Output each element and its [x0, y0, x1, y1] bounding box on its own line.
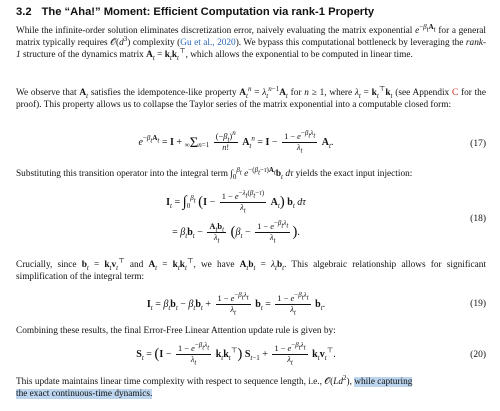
- highlighted-text[interactable]: while capturing: [354, 377, 413, 387]
- paragraph-simplification: Crucially, since $b_t = k_tv_t^⊤$ and $A_t = k_tk_t^⊤$, we have $A_tb_t = \lambda_tb_t$. This algebraic relationship allows for significant simplification of the integral term:: [16, 256, 486, 283]
- section-number: 3.2: [16, 6, 32, 18]
- equation-number: (20): [470, 350, 486, 360]
- text: (see: [395, 88, 411, 98]
- text: and: [129, 260, 144, 270]
- equation-number: (17): [470, 139, 486, 149]
- text: for: [290, 88, 302, 98]
- text: yields the exact input injection:: [295, 169, 413, 179]
- paragraph-conclusion: This update maintains linear time complexity with respect to sequence length, i.e., 𝒪(Ld$^2$), while capturing the exact continuous-time dynamics.: [16, 373, 413, 400]
- paragraph-combining: [16, 325, 486, 337]
- text: Crucially, since: [16, 260, 77, 270]
- text: ). We bypass this computational: [235, 38, 355, 49]
- text: , which allows the exponential: [185, 50, 299, 61]
- equation-number: (18): [470, 214, 486, 224]
- equation-19: $I_t = \beta_tb_t - \beta_tb_t$ + $\frac{1 - e^{-\beta_t\lambda_t}}{\lambda_t}$ $b_t$ = $\frac{1 - e^{-\beta_t\lambda_t}}{\lambda_t}$ $b_t$. (19): [146, 291, 486, 317]
- text: for the proof). This property allows us to collapse the Taylor series of the matrix exponential: [16, 88, 486, 111]
- text: Appendix: [412, 88, 450, 98]
- text: to be computed in linear time.: [301, 50, 413, 61]
- section-title: The “Aha!” Moment: Efficient Computation via rank-1 Property: [41, 6, 375, 18]
- text: structure of the dynamics matrix: [22, 50, 144, 61]
- citation-link[interactable]: Gu et al., 2020: [180, 38, 236, 49]
- section-heading: [16, 6, 374, 18]
- text: Combining these results, the final Error-Free Linear Attention update rule is given by:: [16, 326, 336, 336]
- text: significant simplification of the integral term:: [16, 260, 486, 283]
- text: bottleneck by leveraging the: [357, 38, 464, 49]
- text: This update maintains linear time complexity with respect to sequence length, i.e.,: [16, 377, 322, 387]
- paragraph-substitution: Substituting this transition operator into the integral term $\int_0^{\beta_t}$ $e^{-(\beta_t-\tau)A_t}b_t$ dτ yields the exact input injection:: [16, 165, 413, 181]
- emphasis: rank-1: [16, 38, 487, 61]
- text: While the infinite-order solution eliminates discretization error, naively evaluating the matrix exponential: [16, 26, 413, 36]
- text: . This algebraic relationship allows for: [284, 260, 442, 270]
- text: for a general matrix typically requires: [16, 26, 486, 49]
- equation-18: $I_t = \int_0^{\beta_t}$ (I − $\frac{1 - e^{-\lambda_t(\beta_t-\tau)}}{\lambda_t}$ $A_t$) $b_t$ dτ = $\beta_tb_t$ − $\frac{A_tb_t}{\lambda_t}$ ($\beta_t$ − $\frac{1 - e^{-\beta_t\lambda_t}}{\lambda_t}$ ). (18): [166, 189, 486, 245]
- text: , where: [324, 88, 353, 98]
- highlighted-text[interactable]: the exact continuous-time dynamics.: [16, 389, 153, 400]
- equation-20: $S_t = (I$ − $\frac{1 - e^{-\beta_t\lambda_t}}{\lambda_t}$ $k_tk_t^⊤$) $S_{t-1}$ + $\frac{1 - e^{-\beta_t\lambda_t}}{\lambda_t}$ $k_tv_t^⊤$. (20): [136, 341, 486, 367]
- text: Substituting this transition operator into the integral term: [16, 169, 228, 179]
- text: into a computable closed form:: [335, 100, 452, 111]
- appendix-link[interactable]: C: [451, 88, 459, 98]
- paragraph-property: We observe that $A_t$ satisfies the idempotence-like property $A_t^n = \lambda_t^{n-1}A_t$ for n ≥ 1, where $\lambda_t = k_t^⊤k_t$ (see Appendix C for the proof). This property allows us to collapse the Taylor series of the matrix exponential into a computable closed form:: [16, 84, 486, 111]
- paragraph-intro: While the infinite-order solution eliminates discretization error, naively evaluating the matrix exponential $e^{-\beta_tA_t}$ for a general matrix typically requires $𝒪(d^3)$ complexity (Gu et al., 2020). We bypass this computational bottleneck by leveraging the rank-1 structure of the dynamics matrix $A_t = k_tk_t^⊤$, which allows the exponential to be computed in linear time.: [16, 22, 487, 63]
- text: We observe that: [16, 88, 77, 98]
- text: complexity (: [132, 38, 181, 49]
- text: satisfies the idempotence-like property: [90, 88, 237, 98]
- text: , we have: [193, 260, 235, 270]
- equation-17: $e^{-\beta_tA_t} = I + \infty\Sigma n=1$ $\frac{(-\beta_t)^n}{n!}$ $A_t^n = I$ − $\frac{1 - e^{-\beta_t\lambda_t}}{\lambda_t}$ $A_t$. (17): [138, 129, 486, 155]
- equation-number: (19): [470, 299, 486, 309]
